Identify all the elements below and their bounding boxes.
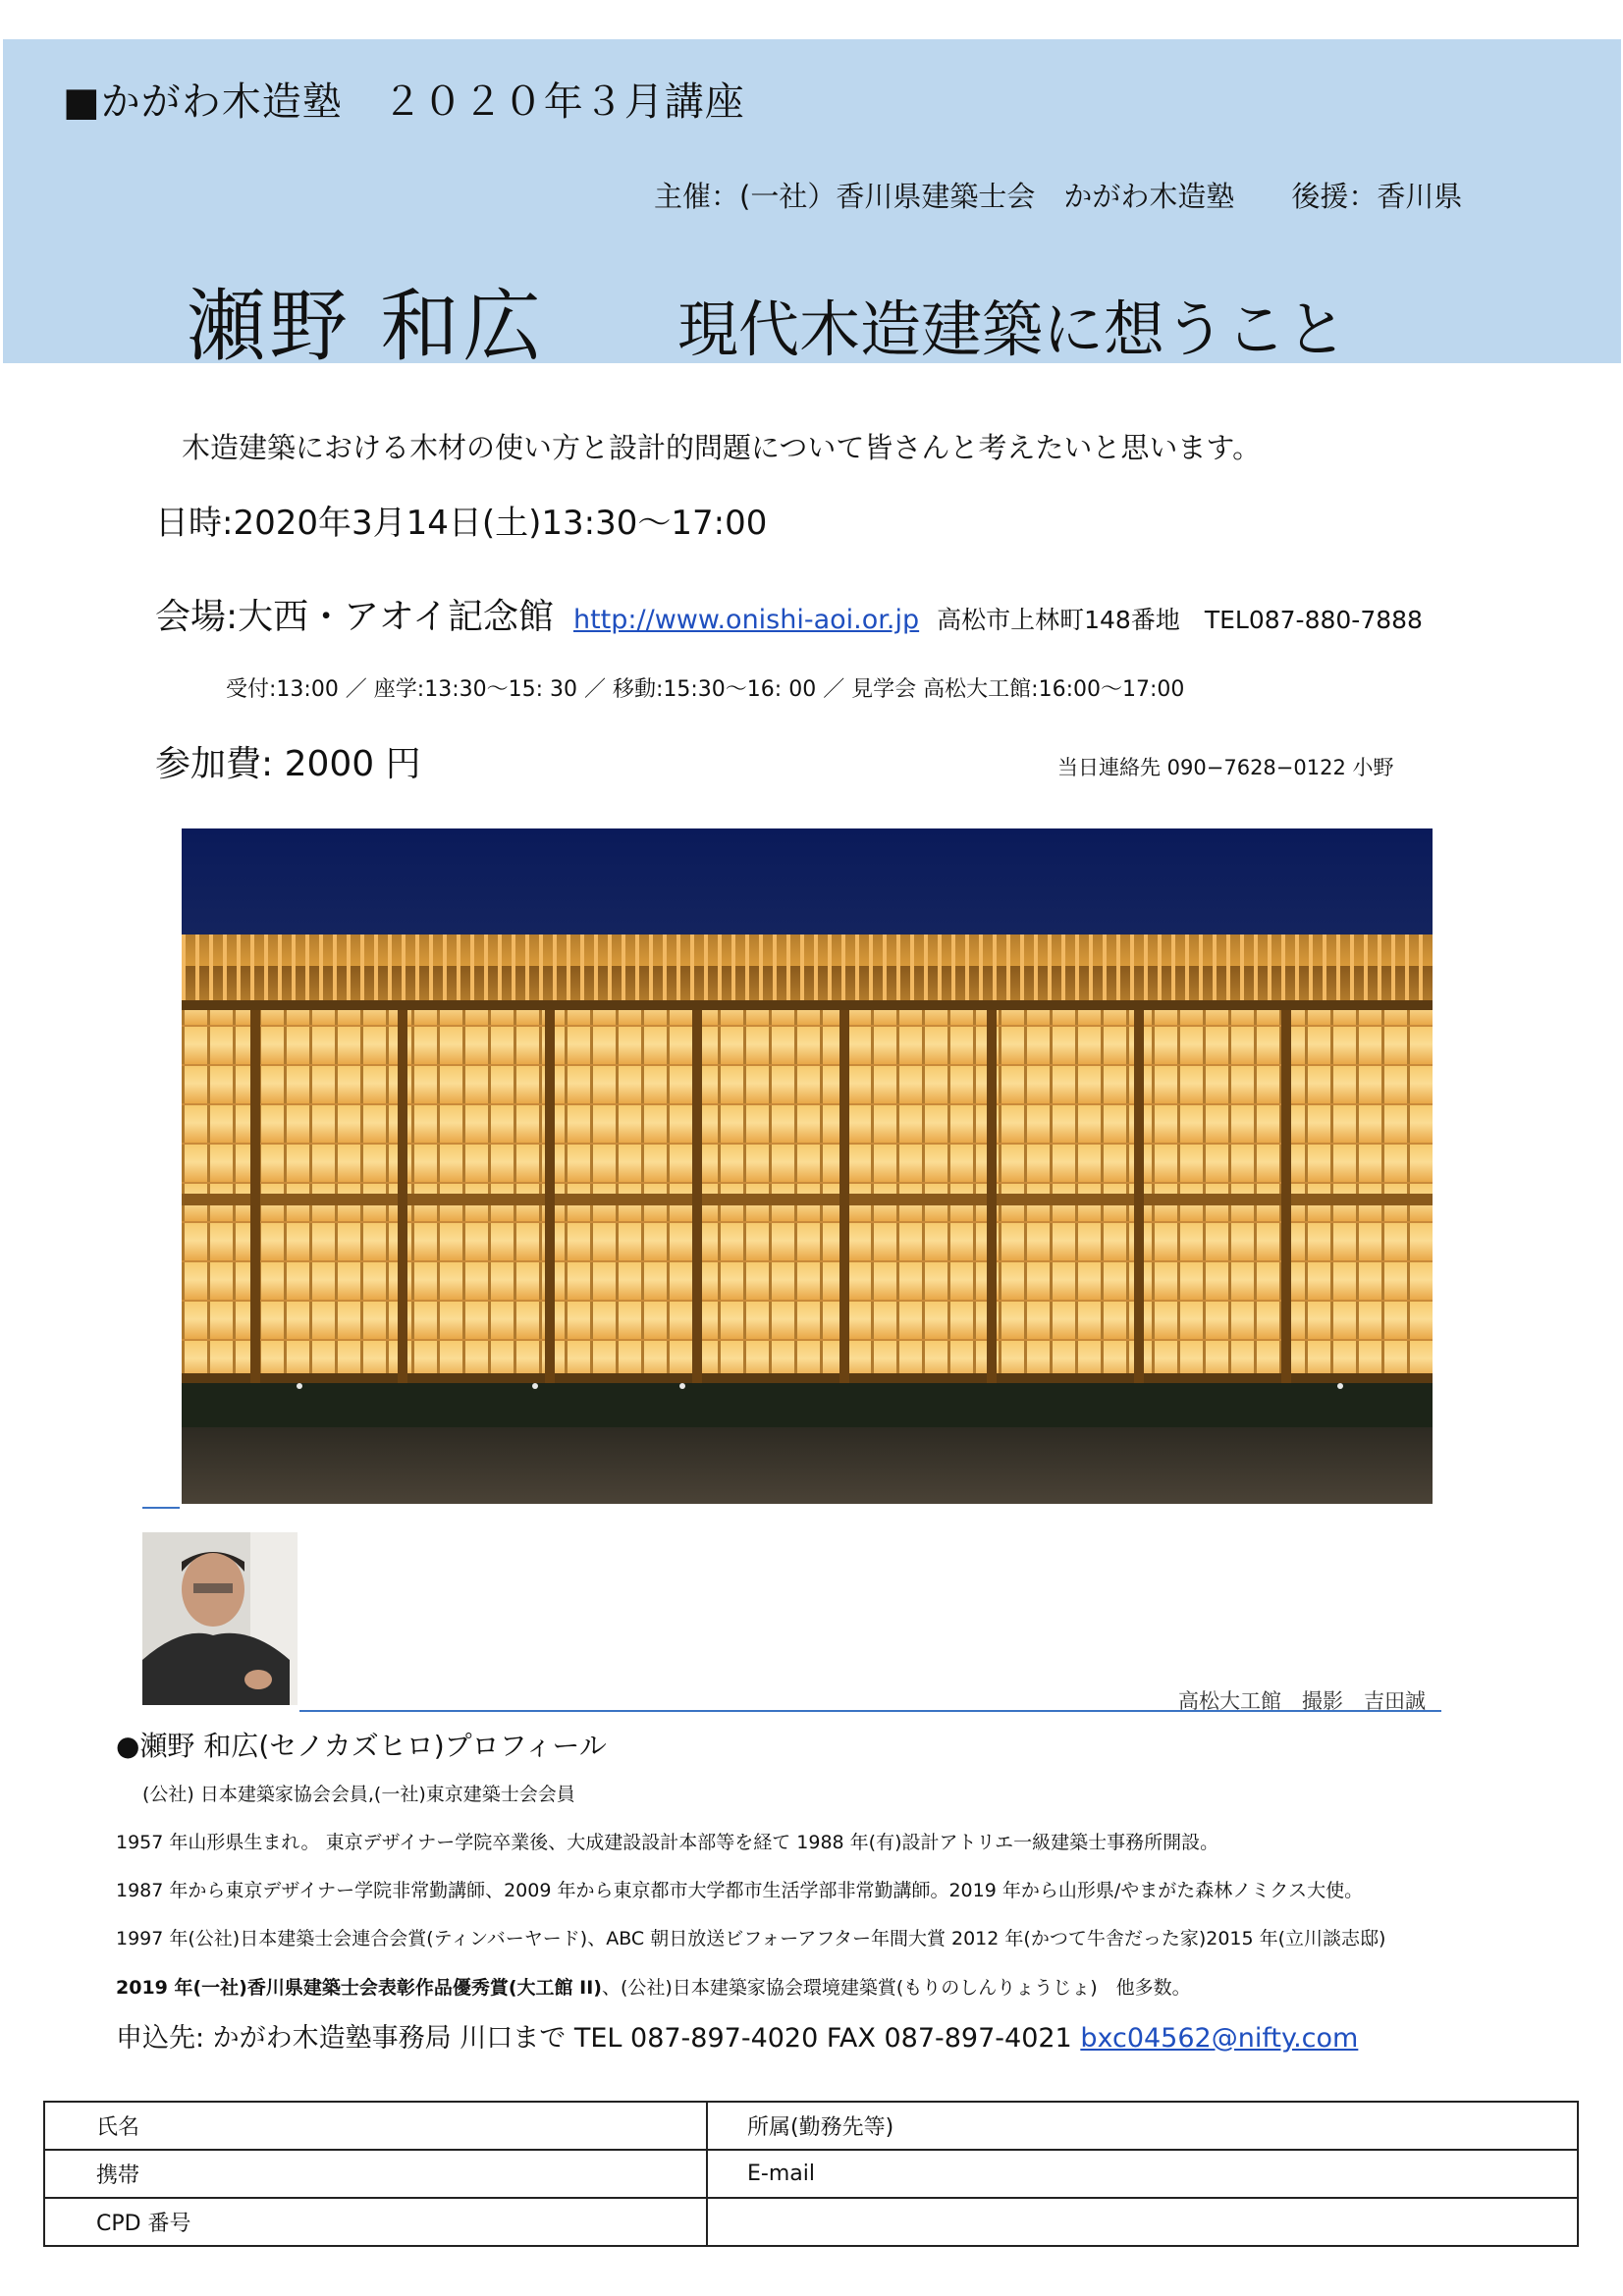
- apply-email-link[interactable]: bxc04562@nifty.com: [1080, 2023, 1359, 2054]
- profile-heading: ●瀬野 和広(セノカズヒロ)プロフィール: [116, 1730, 607, 1762]
- bio-award-bold: 2019 年(一社)香川県建築士会表彰作品優秀賞(大工館 II): [116, 1977, 602, 1999]
- bio-line: 1987 年から東京デザイナー学院非常勤講師、2009 年から東京都市大学都市生活学部非常勤講師。2019 年から山形県/やまがた森林ノミクス大使。: [116, 1880, 1364, 1901]
- form-row: [44, 2102, 1578, 2150]
- form-label-cpd: CPD 番号: [44, 2198, 707, 2246]
- form-row: [44, 2150, 1578, 2198]
- bio-line: 1957 年山形県生まれ。 東京デザイナー学院卒業後、大成建設設計本部等を経て 1988 年(有)設計アトリエ一級建築士事務所開設。: [116, 1832, 1219, 1853]
- form-field-empty: [707, 2198, 1578, 2246]
- event-datetime: 日時:2020年3月14日(土)13:30〜17:00: [155, 504, 768, 543]
- form-label-mobile: 携帯: [44, 2150, 707, 2198]
- form-label-affiliation: 所属(勤務先等): [707, 2102, 1578, 2150]
- building-photo: [182, 828, 1433, 1504]
- divider-tick: [142, 1507, 180, 1509]
- fee: 参加費: 2000 円: [155, 744, 421, 784]
- day-contact: 当日連絡先 090−7628−0122 小野: [1057, 756, 1394, 779]
- form-label-name: 氏名: [44, 2102, 707, 2150]
- apply-text: 申込先: かがわ木造塾事務局 川口まで TEL 087-897-4020 FAX 087-897-4021: [116, 2023, 1081, 2054]
- bio-line: 1997 年(公社)日本建築士会連合会賞(ティンバーヤード)、ABC 朝日放送ビフォーアフター年間大賞 2012 年(かつて牛舎だった家)2015 年(立川談志邸): [116, 1928, 1386, 1949]
- schedule: 受付:13:00 ／ 座学:13:30〜15: 30 ／ 移動:15:30〜16: 00 ／ 見学会 高松大工館:16:00〜17:00: [226, 677, 1185, 702]
- apply-line: [116, 2016, 1358, 2055]
- series-title: ■かがわ木造塾 ２０２０年３月講座: [63, 80, 745, 125]
- application-form: [43, 2101, 1579, 2247]
- venue-label: 会場:大西・アオイ記念館: [155, 597, 554, 637]
- speaker-name: 瀬野 和広: [187, 281, 546, 372]
- intro-text: 木造建築における木材の使い方と設計的問題について皆さんと考えたいと思います。: [182, 431, 1262, 464]
- photo-credit: 高松大工館 撮影 吉田誠: [1178, 1689, 1426, 1713]
- lecture-title: 現代木造建築に想うこと: [677, 294, 1348, 365]
- form-label-email: E-mail: [707, 2150, 1578, 2198]
- venue-line: [155, 589, 1423, 639]
- form-row: [44, 2198, 1578, 2246]
- organizers: 主催：(一社）香川県建築士会 かがわ木造塾 後援：香川県: [654, 180, 1463, 213]
- bio-award-rest: 、(公社)日本建築家協会環境建築賞(もりのしんりょうじょ) 他多数。: [602, 1977, 1191, 1999]
- venue-link[interactable]: http://www.onishi-aoi.or.jp: [572, 605, 920, 635]
- venue-address: 高松市上林町148番地 TEL087-880-7888: [937, 606, 1423, 634]
- bio-line: [116, 1973, 1191, 2000]
- profile-affiliation: (公社) 日本建築家協会会員,(一社)東京建築士会会員: [142, 1784, 575, 1805]
- speaker-portrait: [142, 1532, 298, 1705]
